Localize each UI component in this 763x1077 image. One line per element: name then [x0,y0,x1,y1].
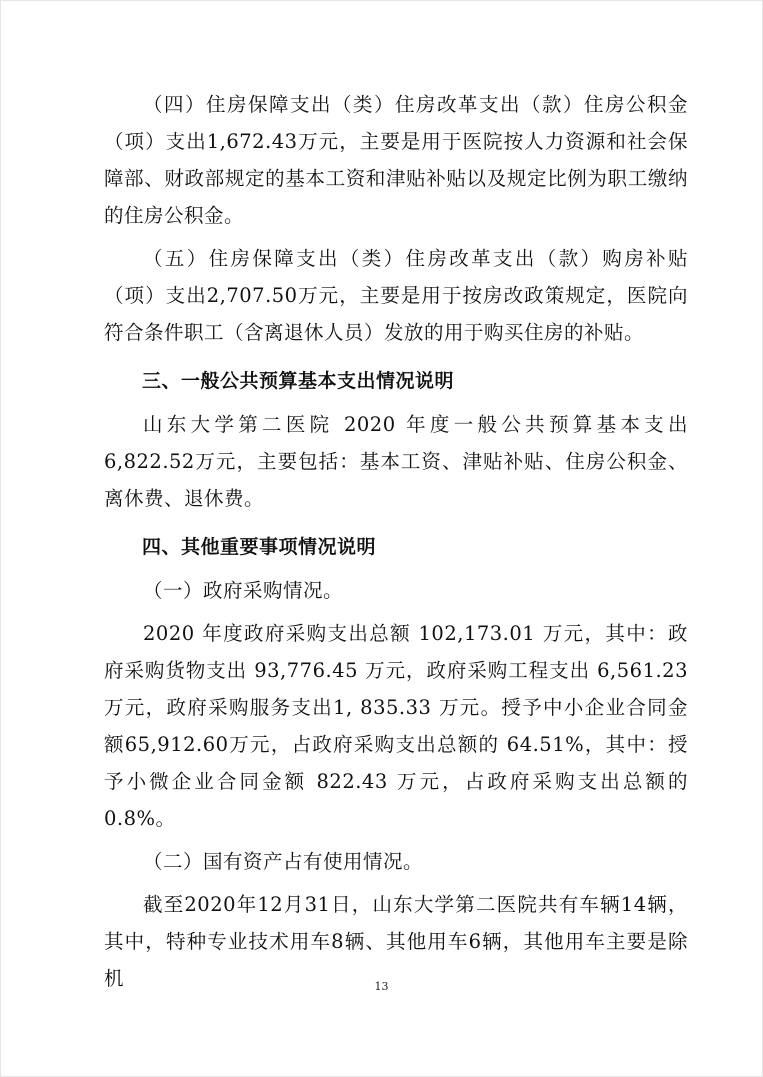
document-body [104,86,688,997]
paragraph-housing-fund: （四）住房保障支出（类）住房改革支出（款）住房公积金（项）支出1,672.43万元，主要是用于医院按人力资源和社会保障部、财政部规定的基本工资和津贴补贴以及规定比例为职工缴纳的住房公积金。 [104,93,688,227]
paragraph-basic-expenditure: 山东大学第二医院 2020 年度一般公共预算基本支出6,822.52万元，主要包括：基本工资、津贴补贴、住房公积金、离休费、退休费。 [104,413,688,510]
page-number: 13 [374,980,389,993]
paragraph-government-procurement: 2020 年度政府采购支出总额 102,173.01 万元，其中：政府采购货物支出 93,776.45 万元，政府采购工程支出 6,561.23 万元，政府采购服务支出1, 835.33 万元。授予中小企业合同金额65,912.60万元，占政府采购支出总额的 64.51%，其中：授予小微企业合同金额 822.43 万元，占政府采购支出总额的 0.8%。 [104,622,688,830]
paragraph-housing-subsidy: （五）住房保障支出（类）住房改革支出（款）购房补贴（项）支出2,707.50万元，主要是用于按房改政策规定，医院向符合条件职工（含离退休人员）发放的用于购买住房的补贴。 [104,247,688,344]
section-heading-basic-expenditure: 三、一般公共预算基本支出情况说明 [142,370,455,392]
paragraph-vehicles: 截至2020年12月31日，山东大学第二医院共有车辆14辆，其中，特种专业技术用车8辆、其他用车6辆，其他用车主要是除机 [104,893,688,990]
section-heading-other-matters: 四、其他重要事项情况说明 [142,536,377,558]
subheading-government-procurement: （一）政府采购情况。 [143,579,344,602]
subheading-state-assets: （二）国有资产占有使用情况。 [143,850,424,873]
